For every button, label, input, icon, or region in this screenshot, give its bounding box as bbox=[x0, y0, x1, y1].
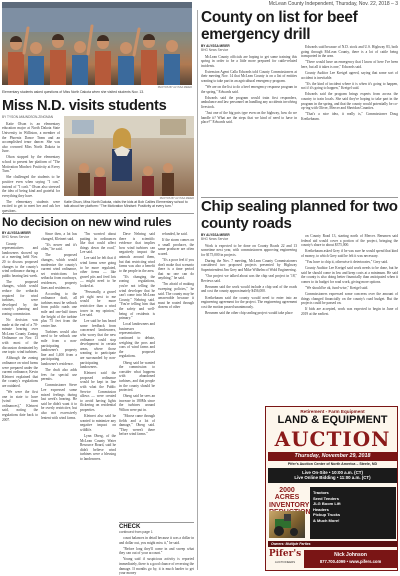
paragraph: Edwards said the program brings experts from across the country to train locals. She said they're hoping to take part in the program in the spring, and that the county would potentially be co-op-ing with Oliver, Mercer and Sheridan Counties. bbox=[301, 92, 398, 111]
paragraph: Kleinert said the proposed ordinance would be kept in line with what the Public Service Commission allows — were created to avoid having lights flickering on residential properties. bbox=[80, 371, 116, 412]
paragraph: "You have to chip it, otherwise it deteriorates," Grey said. bbox=[305, 259, 389, 264]
paragraph: No decision was made at the end of a 70-minute hearing over McLean County Zoning Ordinance on Nov. 13 with most of the discussion dominated by one topic: wind turbines. bbox=[2, 318, 38, 355]
photo-credit: PHOTOS BY ALYSSA MEIER bbox=[157, 86, 192, 89]
auction-advertisement[interactable] bbox=[265, 406, 398, 571]
ad-date: Thursday, November 29, 2018 bbox=[268, 452, 397, 461]
ad-owners: Owners: Multiple Parties bbox=[268, 541, 397, 547]
paragraph: count balances in detail because it was a dollar in and dollar out, you might miss it," he said. bbox=[119, 536, 194, 545]
miss-nd-illustration bbox=[64, 116, 194, 196]
paragraph: "I'm worried about putting in ordinances like that could affect things down the road," Lee said. bbox=[80, 232, 116, 255]
article-headline: County on list for beef emergency drill bbox=[201, 9, 358, 43]
paragraph: "Our project we talked about was the chip seal project in '18," Reviews said. bbox=[201, 274, 297, 283]
paragraph: "It's changing the zoning regulations, you're not telling the wind developer that he can't come into McLean County," Nehring said. "You're telling him that the safety and well-being of residents is primary." bbox=[119, 274, 155, 321]
paragraph: refunded, he said. bbox=[162, 232, 188, 236]
article-headline: No decision on new wind rules bbox=[2, 215, 172, 229]
ad-bidding-times bbox=[268, 468, 397, 483]
byline: BY ALYSSA MEIER bbox=[2, 231, 31, 235]
photo-credit: PHOTOS BY ALYSSA MEIER bbox=[159, 197, 194, 200]
paragraph: "I'm afraid of making sweeping policies," he said. The county may be answerable because it must be routed through dozens of other bbox=[158, 282, 194, 310]
paragraph: During the Nov. 7 meeting, McLean County Commissioners considered two proposed projects presented by Highway Superintendent Jim Grey and Mike Wilhelm of Wold Engineering. bbox=[201, 258, 297, 273]
ad-footer bbox=[268, 549, 397, 569]
paragraph: County representatives and landowners showed up at a meeting held Nov. 20 to discuss proposed changes to the county's wind ordinance during a public hearing last week. bbox=[2, 241, 38, 278]
paragraph: Local landowners and businesses representatives continued to debate, weighing the pros and cons of wind farms and the proposed regulations. bbox=[119, 322, 155, 359]
byline-org: BHG News Service bbox=[2, 234, 30, 239]
article-column bbox=[80, 232, 116, 572]
photo-caption: Elementary students asked questions of Miss North Dakota when she visited students Nov. 13. bbox=[2, 90, 145, 94]
paragraph: Young said if suspicious activity is reported immediately, there is a good chance of reversing the damage. If months go by, it is much harder to get your money bbox=[119, 557, 194, 576]
tractor-icon bbox=[269, 511, 305, 538]
column-divider bbox=[197, 10, 198, 570]
list-item: Tractors bbox=[313, 490, 329, 495]
paragraph: County Auditor Lee Kreigel said work needs to be done, but he said he should come in low and keep costs at a minimum. He said the county is also doing better financially than anticipated when it comes to its budget for road work, giving more options. bbox=[301, 266, 398, 284]
contact-phone-website[interactable]: 877.700.4099 • www.pifers.com bbox=[319, 558, 382, 564]
ad-bid-onsite: Live On-Site • 10:00 a.m. (CT) bbox=[302, 470, 363, 475]
pifers-logo bbox=[268, 549, 302, 569]
paragraph: Lee said he felt that if wind farms were going to be more regulated, other items — like gravel pits and feed lots — might need to be looked at. bbox=[80, 256, 116, 289]
paragraph: Olson stopped by the elementary school to present her platform of "The Motivation Mindset: Positivity at Every Turn." bbox=[2, 155, 60, 174]
equipment-photo bbox=[269, 511, 305, 538]
ad-auction-word: AUCTION bbox=[274, 427, 391, 451]
ad-location: Pifer's Auction Center of North America – Steele, ND bbox=[287, 462, 378, 466]
paragraph: Berumen said the other chip sealing project would take place bbox=[205, 310, 293, 315]
paragraph: Kreikebaum said the county would need to enter into an engineering agreement for the project. The engineering agreement cost the motion passed unanimously. bbox=[201, 295, 297, 309]
article-headline: Miss N.D. visits students bbox=[2, 98, 167, 114]
ad-title: LAND & EQUIPMENT bbox=[277, 414, 388, 426]
article-column bbox=[201, 45, 297, 195]
paragraph: Although the zoning ordinance on wind farms were prepared under the current ordinance, Kevin Kleinert explained that the county's regulations are outdated. bbox=[2, 356, 38, 388]
paragraph: Oberg said he wanted the commission to consider what happens with abandoned turbines, and that people in the county should be protected. bbox=[119, 360, 155, 393]
contact-name: Nick Johnson bbox=[334, 552, 367, 558]
paragraph: "It's newer and it's older," he said. bbox=[41, 242, 77, 252]
list-item: & Much More! bbox=[313, 517, 340, 523]
paragraph: Commissioner Steve Lee expressed some mixed feelings during last week's hearing. He said he didn't want it to be overly restrictive, but also not excessively lenient with wind farms. bbox=[41, 383, 77, 420]
paragraph: "It's a poor feel if you don't make that scenario there is a time period that no one can do anything," he said. bbox=[158, 257, 194, 281]
paragraph: Berumen said the work would include a chip seal of the roads and cost the county approximately $456,000. bbox=[201, 284, 297, 294]
ad-header: Retirement - Farm Equipment bbox=[300, 409, 365, 414]
list-item: Headers bbox=[313, 506, 329, 512]
paragraph: According to the ordinance draft, all turbines must be setback from public roads one mile and one-half times the height of the turbine plus 75 feet from the center line. bbox=[41, 291, 77, 328]
paragraph: If the storm comes on a small producer, the same producer are often scared. bbox=[158, 238, 194, 256]
students-photo bbox=[2, 2, 192, 85]
check-continuation bbox=[119, 524, 194, 574]
continuation-title: CHECK bbox=[119, 524, 141, 530]
ad-inventory-banner: 2000 ACRES INVENTORY bbox=[269, 487, 310, 509]
article-column bbox=[41, 232, 77, 572]
paragraph: on County Road 13, starting north of Mercer. Berumen said federal aid would cover a portion of the project, bringing the county's share to about $375,000. bbox=[301, 234, 398, 248]
byline-org: BHG News Service bbox=[201, 236, 229, 241]
paragraph: "We should be ok, fund-wise," Kreigel said. bbox=[305, 285, 369, 290]
paragraph: County Auditor Lee Kreigel agreed, saying that some sort of accident is inevitable. bbox=[301, 70, 398, 80]
paragraph: "Just one of the big pots type even on the highway, how do we handle it? What are the steps that we kind of need to have in place?" Edwards said. bbox=[201, 111, 297, 125]
article-headline: Chip sealing planned for two county roads bbox=[201, 198, 398, 232]
section-divider bbox=[119, 522, 194, 523]
paragraph: "That's a nice idea, it really is," Commissioner Doug Kreikebaum. bbox=[301, 112, 398, 121]
students-illustration bbox=[2, 2, 192, 85]
paragraph: The elementary students were excited to get to meet her and ask her questions. bbox=[2, 199, 60, 213]
paragraph: Dave Nehring said there is scientific evidence that implies how wind turbines can negatively impact the animals around them, but that restricting wind farms was also a benefit to the people in the area. bbox=[119, 232, 155, 273]
paragraph: The proposed changes, which would modernize the county's current wind ordinance, set restrictions for setbacks from roadways, residences, property lines and residences. bbox=[41, 253, 77, 290]
paragraph: Katie Olson is an elementary education major at North Dakota State University in Williston, a member of the Phoenix Dance Team and an accomplished tenor dancer. She was also crowned Miss North Dakota in June. bbox=[2, 121, 60, 154]
paragraph: Turbines would also need to be setback one mile from a non-participating landowner's property line and 1,400 from a participating landowner's residence. bbox=[41, 329, 77, 367]
paragraph: "We are on the list to do a beef emergency response program in the spring," Edwards said. bbox=[201, 85, 297, 94]
paragraph: If bids are accepted, work was expected to begin in June of 2019 at the earliest. bbox=[301, 307, 398, 316]
ad-item-list bbox=[310, 487, 396, 539]
paragraph: "Personally, a gravel pit right next to me would be more restrictive than a wind tower in my opinion," Lee said. bbox=[80, 290, 116, 318]
paragraph: "It's the kind of incident where it is when it's going to happen, not if it's going to happen," Kreigel said. bbox=[301, 81, 398, 91]
masthead: McLean County Independent, Thursday, Nov. 22, 2018 – 3 bbox=[268, 1, 398, 7]
miss-nd-photo bbox=[64, 116, 194, 196]
paragraph: "Moose came through fields and a lot of damage," Oberg said. "They weren't there before wind farms." bbox=[119, 414, 155, 437]
photo-caption: Katie Olson, Miss North Dakota, visits the kids at Bob Callies Elementary school to talk about her platform: "The Motivation Mindset: Positivity at every turn." bbox=[64, 200, 188, 209]
list-item: Seed Tenders bbox=[313, 495, 339, 501]
paragraph: Since then, a lot has changed, Kleinert said. bbox=[41, 232, 77, 241]
list-item: JLG Boom Lift bbox=[313, 501, 341, 507]
ad-contact[interactable] bbox=[304, 550, 397, 568]
paragraph: McLean County officials are hoping to get some training this spring in order to be a little more prepared for cattle-related incidents. bbox=[201, 54, 297, 68]
article-column bbox=[158, 232, 194, 522]
paragraph: "Before long they'll come in and sweep what they can out of your account." bbox=[119, 546, 194, 556]
paragraph: Kreikebaum asked Grey if he was sure he would spend that kind of money, to which Grey said he felt it was necessary. bbox=[301, 249, 398, 258]
article-column bbox=[2, 232, 38, 572]
ad-bid-online: Live Online Bidding • 11:00 a.m. (CT) bbox=[294, 475, 371, 480]
article-column bbox=[119, 232, 155, 522]
paragraph: "We were the first one in state to have (wind farm ordinances)," Kleinert said, noting the regulations date back to 2007. bbox=[2, 390, 38, 422]
paragraph: Kleinert also said he wanted to minimize any negative impact on wildlife. bbox=[80, 414, 116, 432]
paragraph: Oberg said he sees an increase in 180Ms since the turbines around Wilton were put in. bbox=[119, 394, 155, 412]
paragraph: The draft also adds fees for special use permits. bbox=[41, 368, 77, 382]
paragraph: Extension Agent Calla Edwards told County Commissioners at their meeting Nov. 14 that McLean County is on a list of entities wanting to take part in an agricultural emergency program. bbox=[201, 69, 297, 84]
logo-subtext: AUCTIONEERS bbox=[274, 560, 296, 564]
article-column-continued bbox=[201, 406, 261, 571]
paragraph: "There would have an emergency that I know of here I've been here, but all it takes is one," Edwards said. bbox=[301, 60, 398, 69]
byline: BY TYSON AMUNDSON-ZINGMAN bbox=[2, 115, 54, 119]
paragraph: Commissioners expressed some concerns over the amount of things changed financially on the county's road budget. But the projects could be passed on. bbox=[301, 292, 398, 306]
paragraph: Edwards said the program would train first responders, ambulance and law personnel on handling any accidents involving livestock. bbox=[201, 95, 297, 110]
article-column bbox=[301, 45, 398, 195]
paragraph: Lee said he has heard some feedback from concerned landowners, who worry that the new ordinance could stop development in certain areas, where those wanting to participate are surrounded by non-participating landowners. bbox=[80, 319, 116, 370]
paragraph: Edwards said because of N.D. stock and U.S. Highway 83, both going through McLean County, there is a lot of cattle being transported in the area. bbox=[301, 45, 398, 59]
article-body bbox=[2, 115, 60, 213]
article-column bbox=[301, 234, 398, 404]
paragraph: Work is expected to be done on County Roads 22 and 13 sometime next year, with commissioners approving engineering for $175,000 in projects. bbox=[201, 243, 297, 257]
paragraph: Lynn Oberg, of the McLean County Water Resource Board, said he didn't believe wind turbines were a blessing to landowners. bbox=[80, 433, 116, 461]
list-item: Pickup Trucks bbox=[313, 512, 341, 518]
paragraph: The proposed changes, which would reduce the setbacks required for wind turbines, were developed by the county's planning and zoning commission. bbox=[2, 279, 38, 316]
byline: BY ALYSSA MEIER bbox=[201, 44, 230, 48]
article-column bbox=[201, 234, 297, 404]
byline-org: BHG News Service bbox=[201, 47, 229, 52]
logo-text: Pifer's bbox=[268, 549, 302, 559]
paragraph: She challenged the students to be positive even when saying "I can," instead of "I can't." Olson also stressed the idea of being kind and grateful for everything they have. bbox=[2, 175, 60, 198]
continuation-subtitle: continued from page 1 bbox=[119, 530, 153, 534]
byline: BY ALYSSA MEIER bbox=[201, 233, 230, 237]
